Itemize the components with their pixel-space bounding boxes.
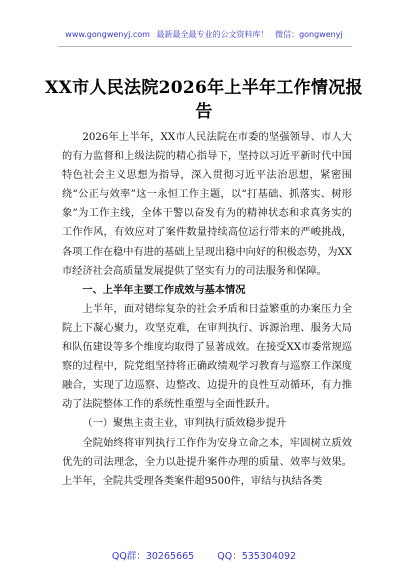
wechat-contact: 微信：gongwenyj bbox=[275, 30, 343, 39]
subsection-heading-1: （一）聚焦主责主业，审判执行质效稳步提升 bbox=[82, 418, 287, 430]
subsection-paragraph-1: 全院始终将审判执行工作作为安身立命之本，牢固树立质效优先的司法理念，全力以赴提升案件办理的质量、效率与效果。上半年，全院共受理各类案件超9500件，审结与执结各类 bbox=[62, 437, 352, 487]
header-divider bbox=[58, 46, 352, 47]
qq-group-contact: QQ群：30265665 bbox=[111, 551, 195, 562]
document-title: XX市人民法院2026年上半年工作情况报告 bbox=[45, 78, 363, 122]
site-url-link[interactable]: www.gongwenyj.com bbox=[65, 30, 150, 39]
site-header-banner bbox=[0, 30, 408, 40]
site-footer-banner bbox=[0, 551, 408, 563]
section-paragraph-1: 上半年，面对错综复杂的社会矛盾和日益繁重的办案压力全院上下凝心聚力，攻坚克难，在审判执行、诉源治理、服务大局和队伍建设等多个维度均取得了显著成效。在接受XX市委常规巡察的过程中，院党组坚持将正确政绩观学习教育与巡察工作深度融合，实现了边巡察、边整改、边提升的良性互动循环，有力推动了法院整体工作的系统性重塑与全面性跃升。 bbox=[62, 303, 352, 411]
intro-paragraph: 2026年上半年，XX市人民法院在市委的坚强领导、市人大的有力监督和上级法院的精心指导下，坚持以习近平新时代中国特色社会主义思想为指导，深入贯彻习近平法治思想，紧密围绕“公正与效率”这一永恒工作主题，以“打基础、抓落实、树形象”为工作主线，全体干警以奋发有为的精神状态和求真务实的工作作风，有效应对了案件数量持续高位运行带来的严峻挑战，各项工作在稳中有进的基础上呈现出稳中向好的积极态势，为XX市经济社会高质量发展提供了坚实有力的司法服务和保障。 bbox=[62, 132, 352, 277]
site-slogan: 最新最全最专业的公文资料库！ bbox=[156, 30, 269, 39]
qq-contact: QQ：535304092 bbox=[217, 551, 297, 562]
document-body bbox=[62, 128, 352, 491]
section-heading-1: 一、上半年主要工作成效与基本情况 bbox=[82, 284, 246, 296]
